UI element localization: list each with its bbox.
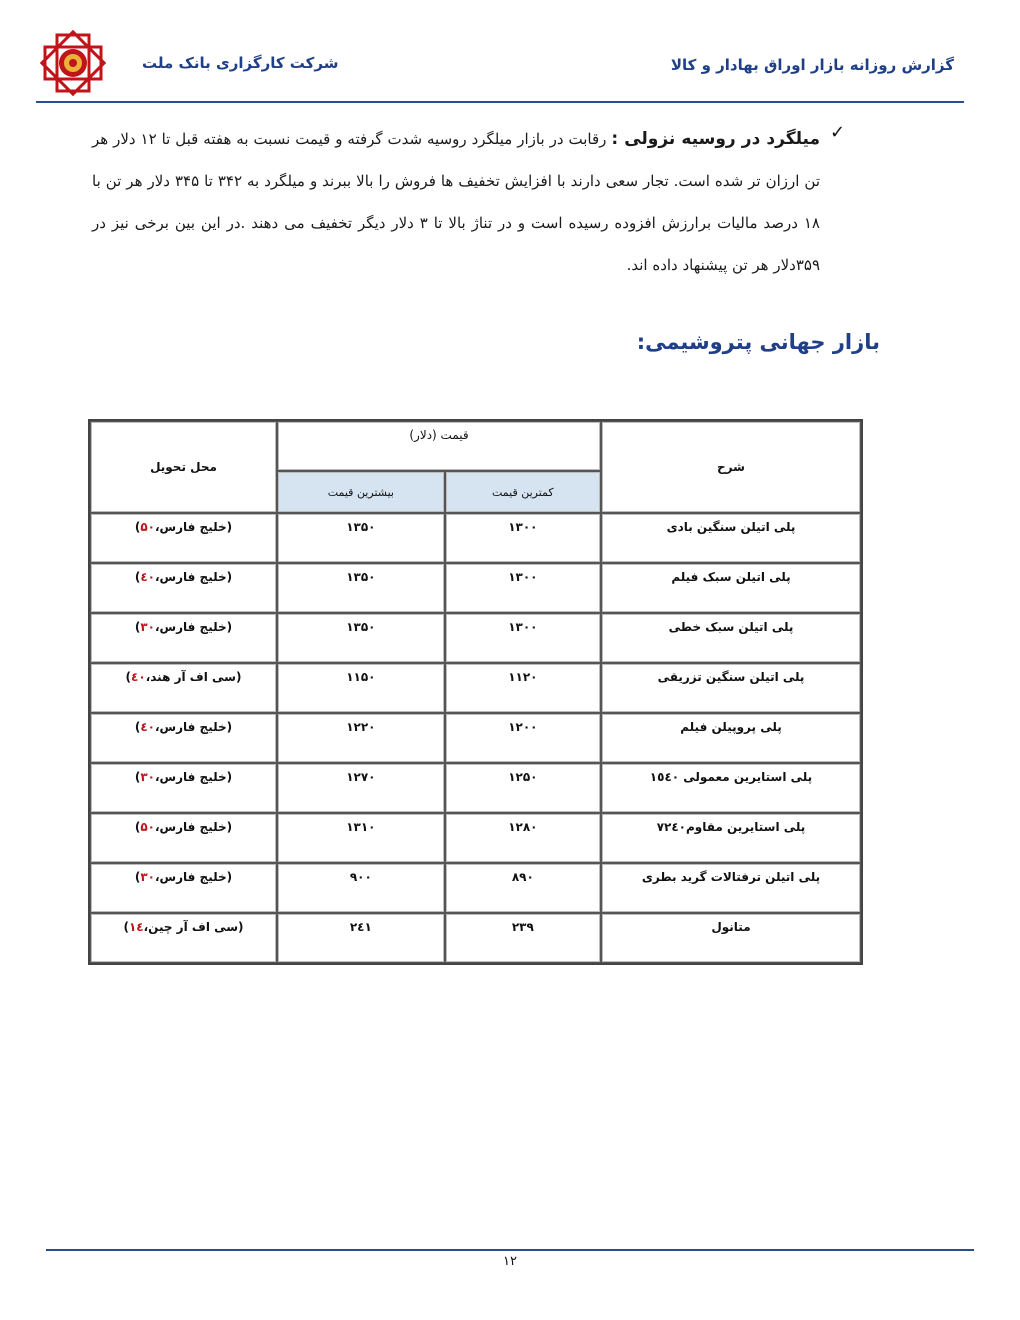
section-title: بازار جهانی پتروشیمی: [636, 330, 880, 354]
table-row [90, 513, 861, 563]
news-body: رقابت در بازار میلگرد روسیه شدت گرفته و قیمت نسبت به هفته قبل تا ۱۲ دلار هر تن ارزان تر شده است. تجار سعی دارند با افزایش تخفیف ها فروش را بالا ببرند و میلگرد به ۳۴۲ تا ۳۴۵ دلار هر تن با ۱۸ درصد مالیات برارزش افزوده رسیده است و در تناژ بالا تا ۳ دلار دیگر تخفیف می دهند .در این بین برخی نیز در ۳۵۹دلار هر تن پیشنهاد داده اند. [92, 130, 821, 274]
delivery-prefix: (خلیج فارس، [154, 570, 233, 584]
delivery-suffix: ) [125, 670, 132, 684]
delivery-number: ۳۰ [140, 620, 155, 634]
cell-max-price: ۱۱۵۰ [277, 663, 445, 713]
footer-divider [46, 1249, 974, 1251]
cell-delivery [90, 613, 277, 663]
delivery-suffix: ) [123, 920, 129, 934]
checkmark-icon: ✓ [830, 122, 846, 143]
cell-min-price: ۱۲۰۰ [445, 713, 601, 763]
delivery-suffix: ) [134, 520, 141, 534]
cell-min-price: ۱۳۰۰ [445, 563, 601, 613]
header-delivery: محل تحویل [90, 421, 277, 513]
cell-max-price: ۱۳۵۰ [277, 613, 445, 663]
cell-description: پلی اتیلن ترفتالات گرید بطری [601, 863, 861, 913]
bank-mellat-logo [40, 30, 106, 96]
cell-min-price: ۱۳۰۰ [445, 613, 601, 663]
delivery-prefix: (سی اف آر هند، [145, 670, 242, 684]
report-title: گزارش روزانه بازار اوراق بهادار و کالا [670, 56, 954, 74]
cell-max-price: ۱۳۵۰ [277, 513, 445, 563]
cell-delivery [90, 813, 277, 863]
delivery-suffix: ) [134, 570, 141, 584]
news-paragraph [92, 118, 820, 286]
petrochemical-price-table [88, 419, 863, 965]
delivery-number: ۱٤ [128, 920, 144, 934]
cell-delivery [90, 863, 277, 913]
cell-delivery [90, 763, 277, 813]
delivery-number: ۳۰ [140, 870, 155, 884]
delivery-prefix: (خلیج فارس، [154, 720, 233, 734]
delivery-number: ٤۰ [140, 570, 155, 584]
cell-min-price: ۱۲۵۰ [445, 763, 601, 813]
cell-description: پلی پروپیلن فیلم [601, 713, 861, 763]
delivery-suffix: ) [134, 870, 141, 884]
table-body [90, 513, 861, 963]
cell-delivery [90, 713, 277, 763]
cell-max-price: ۹۰۰ [277, 863, 445, 913]
cell-description: پلی اتیلن سبک فیلم [601, 563, 861, 613]
cell-min-price: ۱۲۸۰ [445, 813, 601, 863]
page-number: ۱۲ [503, 1254, 517, 1269]
cell-description: پلی اتیلن سبک خطی [601, 613, 861, 663]
cell-max-price: ۱۳۵۰ [277, 563, 445, 613]
cell-description: متانول [601, 913, 861, 963]
cell-max-price: ۱۲۲۰ [277, 713, 445, 763]
cell-description: پلی استایرین مقاوم۷۲٤۰ [601, 813, 861, 863]
delivery-suffix: ) [134, 770, 141, 784]
header-price: قیمت (دلار) [277, 421, 601, 471]
delivery-suffix: ) [134, 620, 141, 634]
header-divider [36, 101, 964, 103]
table-header-row [90, 421, 861, 471]
table-row [90, 713, 861, 763]
cell-max-price: ۲٤۱ [277, 913, 445, 963]
cell-description: پلی استایرین معمولی ۱٥٤۰ [601, 763, 861, 813]
header-min-price: کمترین قیمت [445, 471, 601, 513]
table-row [90, 563, 861, 613]
delivery-prefix: (خلیج فارس، [154, 520, 233, 534]
delivery-number: ٤۰ [131, 670, 146, 684]
cell-delivery [90, 663, 277, 713]
cell-min-price: ۱۱۲۰ [445, 663, 601, 713]
table-row [90, 763, 861, 813]
delivery-number: ۳۰ [140, 770, 155, 784]
cell-description: پلی اتیلن سنگین بادی [601, 513, 861, 563]
cell-min-price: ۲۳۹ [445, 913, 601, 963]
header-max-price: بیشترین قیمت [277, 471, 445, 513]
delivery-prefix: (خلیج فارس، [154, 620, 233, 634]
table-row [90, 663, 861, 713]
cell-delivery [90, 513, 277, 563]
cell-min-price: ۸۹۰ [445, 863, 601, 913]
delivery-prefix: (خلیج فارس، [154, 770, 233, 784]
table-row [90, 813, 861, 863]
delivery-number: ٤۰ [140, 720, 155, 734]
delivery-number: ۵۰ [140, 820, 155, 834]
header-description: شرح [601, 421, 861, 513]
table-row [90, 913, 861, 963]
table-row [90, 613, 861, 663]
cell-min-price: ۱۳۰۰ [445, 513, 601, 563]
table-row [90, 863, 861, 913]
cell-description: پلی اتیلن سنگین تزریقی [601, 663, 861, 713]
cell-max-price: ۱۳۱۰ [277, 813, 445, 863]
cell-delivery [90, 563, 277, 613]
delivery-suffix: ) [134, 820, 141, 834]
cell-max-price: ۱۲۷۰ [277, 763, 445, 813]
delivery-number: ۵۰ [140, 520, 155, 534]
cell-delivery [90, 913, 277, 963]
delivery-prefix: (سی اف آر چین، [143, 920, 244, 934]
delivery-prefix: (خلیج فارس، [154, 870, 233, 884]
delivery-prefix: (خلیج فارس، [154, 820, 233, 834]
news-headline: میلگرد در روسیه نزولی : [611, 129, 820, 149]
company-name: شرکت کارگزاری بانک ملت [142, 54, 339, 72]
page-header [0, 0, 1020, 110]
delivery-suffix: ) [134, 720, 141, 734]
